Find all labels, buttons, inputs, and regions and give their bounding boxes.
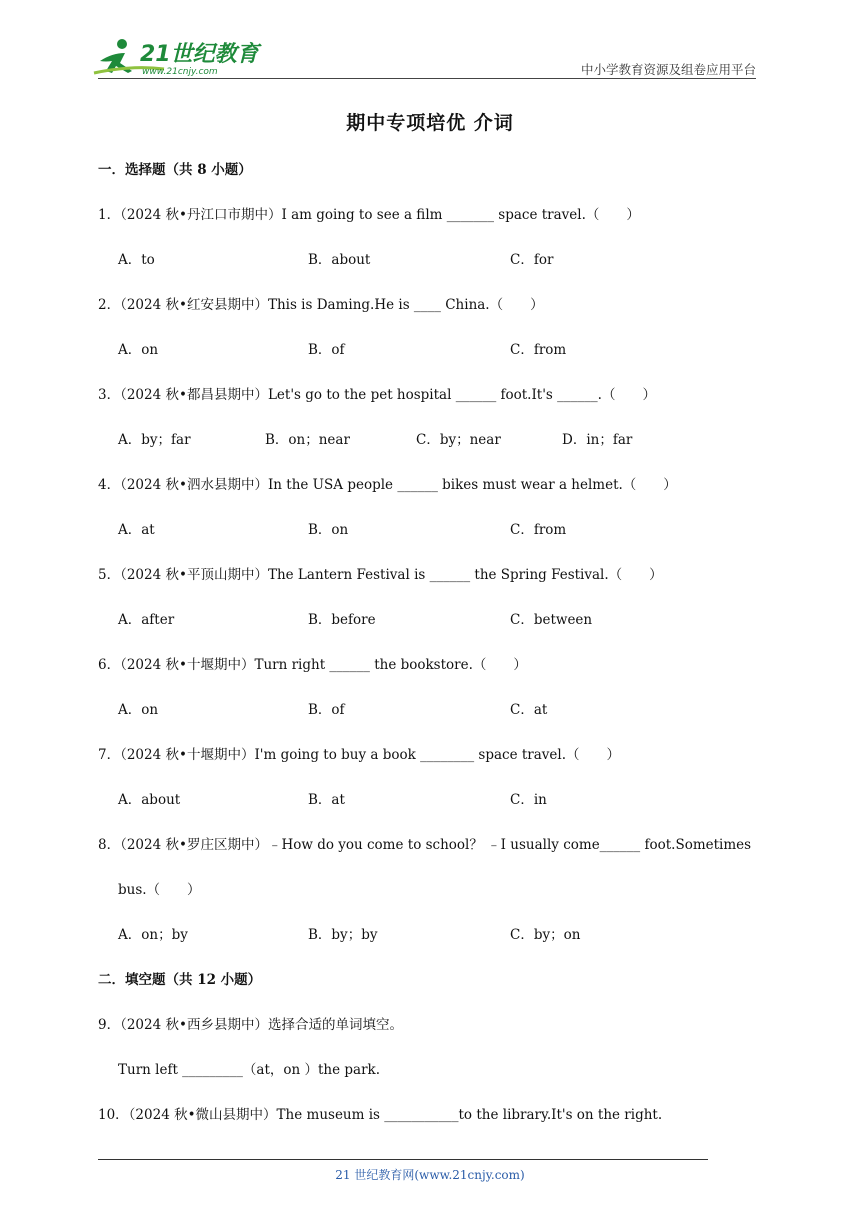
q7-option-b[interactable]: B．at (308, 792, 345, 808)
question-2: 2．（2024 秋•红安县期中）This is Daming.He is ____ China.（ ） (98, 297, 544, 313)
footer-link[interactable]: 21 世纪教育网(www.21cnjy.com) (335, 1168, 525, 1182)
q8-option-a[interactable]: A．on；by (118, 927, 188, 943)
question-7: 7．（2024 秋•十堰期中）I'm going to buy a book ________ space travel.（ ） (98, 747, 621, 763)
q3-option-b[interactable]: B．on；near (265, 432, 350, 448)
header-platform-text: 中小学教育资源及组卷应用平台 (580, 62, 756, 77)
q6-option-c[interactable]: C．at (510, 702, 548, 718)
q4-option-a[interactable]: A．at (118, 522, 155, 538)
question-6: 6．（2024 秋•十堰期中）Turn right ______ the bookstore.（ ） (98, 657, 527, 673)
page-title: 期中专项培优 介词 (346, 112, 514, 134)
question-9: 9．（2024 秋•西乡县期中）选择合适的单词填空。 (98, 1017, 403, 1033)
q8-option-c[interactable]: C．by；on (510, 927, 581, 943)
section-heading-fill: 二．填空题（共 12 小题） (98, 972, 262, 988)
question-10[interactable]: 10．（2024 秋•微山县期中）The museum is ___________to the library.It's on the right. (98, 1107, 663, 1123)
question-4: 4．（2024 秋•泗水县期中）In the USA people ______ bikes must wear a helmet.（ ） (98, 477, 677, 493)
q6-option-a[interactable]: A．on (118, 702, 159, 718)
svg-text:21世纪教育: 21世纪教育 (140, 42, 259, 67)
question-1: 1．（2024 秋•丹江口市期中）I am going to see a film _______ space travel.（ ） (98, 207, 640, 223)
q1-option-c[interactable]: C．for (510, 252, 554, 268)
q1-option-b[interactable]: B．about (308, 252, 371, 268)
header-divider (98, 78, 756, 79)
q5-option-a[interactable]: A．after (118, 612, 175, 628)
q2-option-a[interactable]: A．on (118, 342, 159, 358)
q1-option-a[interactable]: A．to (118, 252, 155, 268)
section-heading-choice: 一．选择题（共 8 小题） (98, 162, 252, 178)
question-9-sentence[interactable]: Turn left _________（at，on ）the park. (118, 1062, 381, 1078)
site-logo (92, 35, 262, 79)
q3-option-d[interactable]: D．in；far (562, 432, 633, 448)
q6-option-b[interactable]: B．of (308, 702, 345, 718)
question-8: 8．（2024 秋•罗庄区期中）﹣How do you come to school？ ﹣I usually come______ foot.Sometimes (98, 837, 752, 853)
q5-option-c[interactable]: C．between (510, 612, 593, 628)
q5-option-b[interactable]: B．before (308, 612, 376, 628)
q8-option-b[interactable]: B．by；by (308, 927, 378, 943)
q7-option-c[interactable]: C．in (510, 792, 547, 808)
q2-option-b[interactable]: B．of (308, 342, 345, 358)
q4-option-c[interactable]: C．from (510, 522, 567, 538)
q7-option-a[interactable]: A．about (118, 792, 181, 808)
footer-divider (98, 1159, 708, 1160)
q2-option-c[interactable]: C．from (510, 342, 567, 358)
q3-option-c[interactable]: C．by；near (416, 432, 501, 448)
q4-option-b[interactable]: B．on (308, 522, 349, 538)
question-3: 3．（2024 秋•都昌县期中）Let's go to the pet hospital ______ foot.It's ______.（ ） (98, 387, 656, 403)
question-5: 5．（2024 秋•平顶山期中）The Lantern Festival is ______ the Spring Festival.（ ） (98, 567, 663, 583)
svg-text:www.21cnjy.com: www.21cnjy.com (142, 67, 218, 77)
q3-option-a[interactable]: A．by；far (118, 432, 191, 448)
question-8-continuation: bus.（ ） (118, 882, 201, 898)
